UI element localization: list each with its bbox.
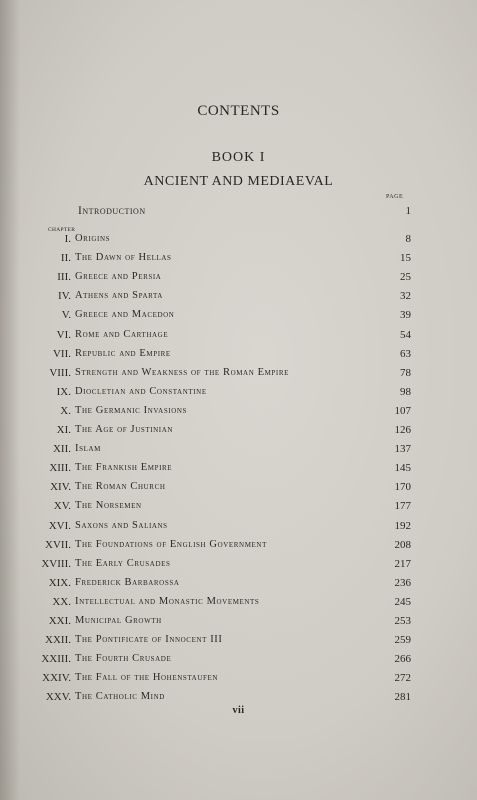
chapter-title: Strength and Weakness of the Roman Empire [75,366,289,378]
chapter-page: 25 [400,271,411,284]
chapter-number: IX. [56,385,71,398]
toc-row [0,252,477,270]
toc-row [0,520,477,538]
toc-row [0,481,477,499]
chapter-title: Diocletian and Constantine [75,385,207,397]
toc-row [0,424,477,442]
chapter-number: XXII. [45,634,71,647]
chapter-number: IV. [58,290,71,303]
chapter-number: VIII. [49,366,71,379]
chapter-page: 63 [400,347,411,360]
chapter-number: V. [61,309,71,322]
part-heading: ANCIENT AND MEDIAEVAL [143,174,334,189]
book-heading: BOOK I [211,150,266,165]
chapter-page: 192 [394,519,411,532]
toc-row [0,367,477,385]
chapter-title: The Frankish Empire [75,462,173,474]
chapter-title: The Norsemen [75,500,142,512]
chapter-page: 170 [394,481,411,494]
chapter-title: Athens and Sparta [75,290,163,302]
chapter-page: 39 [400,309,411,322]
chapter-number: XII. [52,443,71,456]
chapter-page: 266 [394,653,411,666]
chapter-number: I. [64,233,71,245]
chapter-title: Intellectual and Monastic Movements [75,595,260,607]
chapter-title: The Dawn of Hellas [75,252,172,264]
toc-row [0,405,477,423]
chapter-page: 253 [394,615,411,627]
chapter-page: 126 [394,424,411,436]
chapter-title: Origins [75,233,111,244]
chapter-page: 32 [400,290,411,303]
chapter-title: Greece and Persia [75,271,162,283]
contents-heading: CONTENTS [197,103,280,119]
toc-row [0,634,477,652]
toc-row [0,558,477,576]
toc-row [0,615,477,633]
toc-row [0,462,477,480]
toc-row [0,386,477,404]
chapter-number: VI. [56,328,71,341]
toc-row [0,309,477,327]
chapter-page: 8 [405,233,411,245]
chapter-title: The Early Crusades [75,557,171,569]
chapter-page: 259 [394,634,411,647]
chapter-number: XXV. [45,691,71,704]
chapter-title: Greece and Macedon [75,309,175,321]
chapter-number: XXIV. [42,672,71,685]
chapter-page: 208 [394,538,411,551]
chapter-number: XVI. [48,519,71,532]
toc-row [0,577,477,595]
chapter-number: XIII. [49,462,71,475]
chapter-page: 281 [394,691,411,704]
page-column-label: PAGE [386,194,404,200]
chapter-title: The Fourth Crusade [75,653,172,665]
introduction-page: 1 [405,205,411,217]
chapter-number: XXI. [48,615,71,627]
chapter-number: XI. [56,424,71,436]
toc-row [0,290,477,308]
chapter-title: Republic and Empire [75,347,171,359]
chapter-number: XIV. [50,481,71,494]
chapter-title: The Fall of the Hohenstaufen [75,672,219,684]
toc-row [0,271,477,289]
chapter-number: X. [60,404,71,417]
chapter-title: The Catholic Mind [75,691,165,703]
chapter-title: Frederick Barbarossa [75,576,180,588]
chapter-title: The Germanic Invasions [75,404,188,416]
chapter-page: 54 [400,328,411,341]
chapter-number: XXIII. [41,653,71,666]
chapter-page: 272 [394,672,411,685]
chapter-page: 78 [400,366,411,379]
chapter-page: 98 [400,385,411,398]
toc-row [0,233,477,251]
chapter-title: The Pontificate of Innocent III [75,634,223,646]
toc-row [0,539,477,557]
chapter-title: Rome and Carthage [75,328,169,340]
chapter-number: XV. [53,500,71,513]
folio-number: vii [232,705,245,716]
chapter-title: The Foundations of English Government [75,538,267,550]
chapter-page: 107 [394,404,411,417]
chapter-number: XVII. [45,538,71,551]
toc-row [0,348,477,366]
chapter-column-label: CHAPTER [48,227,76,233]
chapter-number: II. [60,252,71,265]
chapter-number: III. [57,271,71,284]
chapter-title: The Roman Church [75,481,166,493]
toc-row [0,653,477,671]
toc-row [0,596,477,614]
chapter-title: The Age of Justinian [75,424,174,435]
toc-row [0,443,477,461]
chapter-number: XIX. [48,576,71,589]
chapter-page: 137 [394,443,411,456]
chapter-number: VII. [52,347,71,360]
toc-row [0,329,477,347]
chapter-title: Municipal Growth [75,615,162,626]
toc-row [0,672,477,690]
chapter-title: Saxons and Salians [75,519,168,531]
toc-row [0,500,477,518]
chapter-page: 245 [394,595,411,608]
chapter-page: 217 [394,557,411,570]
chapter-page: 145 [394,462,411,475]
chapter-page: 15 [400,252,411,265]
chapter-page: 236 [394,576,411,589]
chapter-number: XVIII. [41,557,71,570]
chapter-page: 177 [394,500,411,513]
chapter-title: Islam [75,443,101,455]
introduction-title: Introduction [78,205,146,217]
chapter-number: XX. [52,595,71,608]
